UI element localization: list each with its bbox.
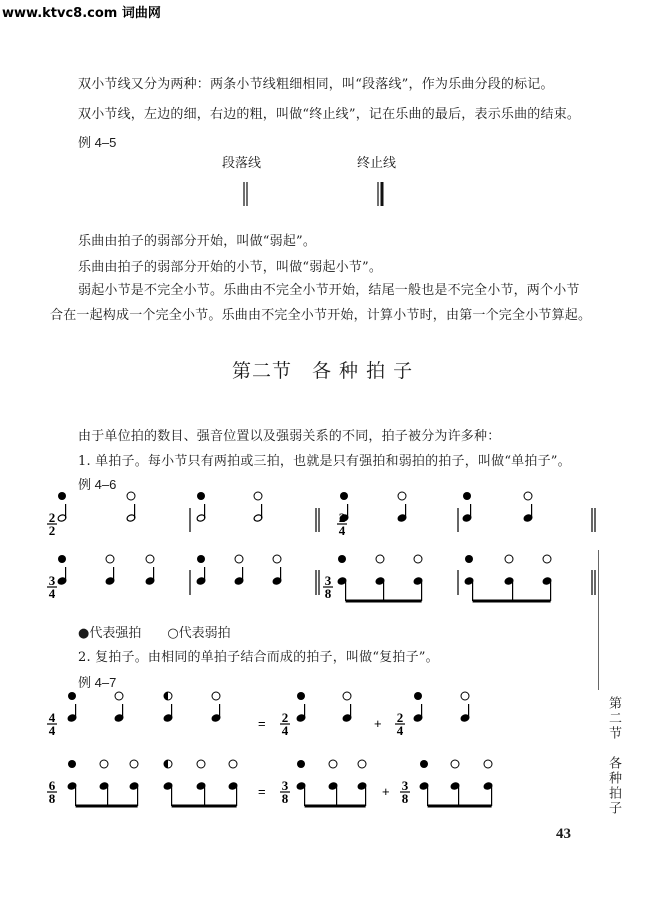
- weak-beat-mark: [414, 555, 422, 563]
- svg-text:3: 3: [48, 573, 56, 588]
- svg-text:4: 4: [48, 723, 56, 738]
- weak-beat-mark: [358, 760, 366, 768]
- strong-beat-mark: [340, 492, 348, 500]
- equals-sign-1: =: [258, 716, 266, 731]
- strong-beat-mark: [68, 760, 76, 768]
- section-title: 第二节 各 种 拍 子: [232, 360, 414, 382]
- svg-text:8: 8: [324, 586, 332, 601]
- weak-beat-mark: [329, 760, 337, 768]
- strong-beat-mark: [197, 555, 205, 563]
- page-number: 43: [556, 826, 571, 842]
- weak-beat-mark: [197, 760, 205, 768]
- time-signature-4-4: [47, 710, 57, 738]
- weak-beat-mark: [376, 555, 384, 563]
- strong-beat-mark: [68, 692, 76, 700]
- plus-sign-1: +: [374, 716, 382, 731]
- ts-denominator: 2: [48, 523, 56, 538]
- weak-beat-mark: [543, 555, 551, 563]
- svg-text:6: 6: [48, 778, 56, 793]
- weak-beat-mark: [461, 692, 469, 700]
- caption-final-barline: 终止线: [357, 156, 397, 171]
- svg-text:2: 2: [396, 710, 404, 725]
- time-signature-3-4: [47, 573, 57, 601]
- weak-beat-mark: [505, 555, 513, 563]
- weak-beat-mark: [273, 555, 281, 563]
- weak-beat-mark: [398, 492, 406, 500]
- svg-text:4: 4: [396, 723, 404, 738]
- svg-text:3: 3: [281, 778, 289, 793]
- paragraph-meter-types: 由于单位拍的数目、强音位置以及强弱关系的不同，拍子被分为许多种：: [78, 429, 501, 444]
- strong-beat-mark: [297, 692, 305, 700]
- svg-text:4: 4: [281, 723, 289, 738]
- time-signature-3-8-b: [400, 778, 410, 806]
- time-signature-3-8-a: [280, 778, 290, 806]
- example-4-6-label: 例 4–6: [78, 477, 117, 492]
- weak-beat-mark: [484, 760, 492, 768]
- svg-text:8: 8: [401, 791, 409, 806]
- weak-beat-mark: [212, 692, 220, 700]
- strong-beat-mark: [463, 492, 471, 500]
- svg-text:3: 3: [401, 778, 409, 793]
- barline-section: [244, 182, 247, 206]
- weak-beat-mark: [130, 760, 138, 768]
- weak-beat-mark: [524, 492, 532, 500]
- time-signature-6-8: [47, 778, 57, 806]
- time-signature-2-2: [47, 510, 57, 538]
- equals-sign-2: =: [258, 784, 266, 799]
- svg-text:2: 2: [281, 710, 289, 725]
- paragraph-simple-meter: 1. 单拍子。每小节只有两拍或三拍，也就是只有强拍和弱拍的拍子，叫做“单拍子”。: [78, 454, 571, 469]
- example-4-7-label: 例 4–7: [78, 675, 117, 690]
- svg-text:4: 4: [338, 523, 346, 538]
- legend-strong-weak: ●代表强拍 ○代表弱拍: [78, 626, 231, 641]
- svg-text:4: 4: [48, 586, 56, 601]
- caption-section-barline: 段落线: [222, 156, 262, 171]
- weak-beat-mark: [146, 555, 154, 563]
- svg-text:8: 8: [281, 791, 289, 806]
- side-chapter-label: 第二节 各种拍子: [606, 696, 621, 816]
- weak-beat-mark: [106, 555, 114, 563]
- time-signature-2-4-a: [280, 710, 290, 738]
- strong-beat-mark: [58, 492, 66, 500]
- paragraph-double-barline: 双小节线又分为两种：两条小节线粗细相同，叫“段落线”，作为乐曲分段的标记。: [78, 77, 554, 92]
- strong-beat-mark: [197, 492, 205, 500]
- strong-beat-mark: [414, 692, 422, 700]
- paragraph-compound-meter: 2. 复拍子。由相同的单拍子结合而成的拍子，叫做“复拍子”。: [78, 650, 439, 665]
- weak-beat-mark: [115, 692, 123, 700]
- strong-beat-mark: [465, 555, 473, 563]
- weak-beat-mark: [100, 760, 108, 768]
- note-heads-and-beat-marks: [57, 492, 595, 806]
- watermark: www.ktvc8.com 词曲网: [2, 6, 161, 21]
- example-4-5-label: 例 4–5: [78, 135, 117, 150]
- plus-sign-2: +: [382, 784, 390, 799]
- strong-beat-mark: [420, 760, 428, 768]
- weak-beat-mark: [254, 492, 262, 500]
- weak-beat-mark: [235, 555, 243, 563]
- weak-beat-mark: [343, 692, 351, 700]
- paragraph-final-barline: 双小节线，左边的细，右边的粗，叫做“终止线”，记在乐曲的最后，表示乐曲的结束。: [78, 107, 581, 122]
- svg-text:3: 3: [324, 573, 332, 588]
- paragraph-anacrusis-measure: 乐曲由拍子的弱部分开始的小节，叫做“弱起小节”。: [78, 260, 383, 275]
- strong-beat-mark: [297, 760, 305, 768]
- paragraph-incomplete-measure-1: 弱起小节是不完全小节。乐曲由不完全小节开始，结尾一般也是不完全小节，两个小节: [78, 283, 580, 298]
- weak-beat-mark: [229, 760, 237, 768]
- ts-numerator: 2: [48, 510, 56, 525]
- svg-text:8: 8: [48, 791, 56, 806]
- strong-beat-mark: [338, 555, 346, 563]
- paragraph-anacrusis: 乐曲由拍子的弱部分开始，叫做“弱起”。: [78, 234, 317, 249]
- time-signature-3-8: [323, 573, 333, 601]
- strong-beat-mark: [58, 555, 66, 563]
- barline-final: [378, 182, 382, 206]
- paragraph-incomplete-measure-2: 合在一起构成一个完全小节。乐曲由不完全小节开始，计算小节时，由第一个完全小节算起。: [50, 308, 592, 323]
- weak-beat-mark: [127, 492, 135, 500]
- weak-beat-mark: [451, 760, 459, 768]
- svg-text:4: 4: [48, 710, 56, 725]
- time-signature-2-4-b: [395, 710, 405, 738]
